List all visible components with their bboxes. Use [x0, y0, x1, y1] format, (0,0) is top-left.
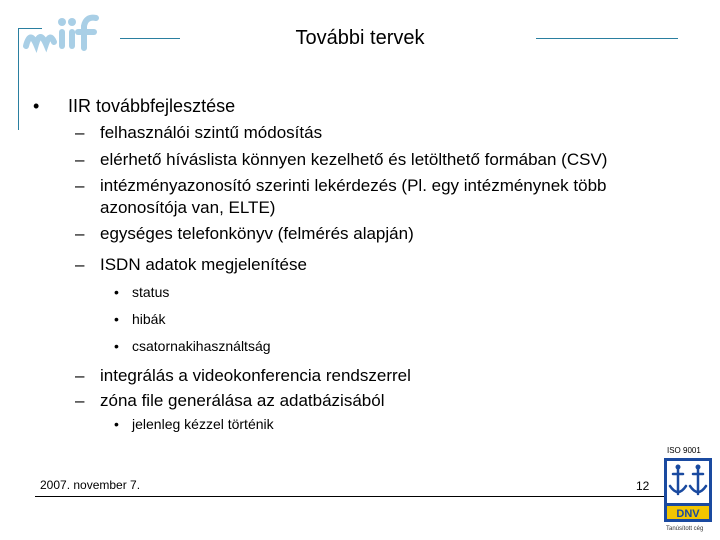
dash: – — [75, 123, 85, 142]
page-number: 12 — [636, 479, 650, 493]
list-item: felhasználói szintű módosítás — [100, 123, 323, 142]
dash: – — [75, 255, 85, 274]
dnv-certification-logo — [664, 458, 712, 522]
page-title: További tervek — [295, 27, 425, 49]
dnv-text: DNV — [676, 508, 700, 520]
sub-bullet: • — [114, 416, 119, 432]
sub-item: jelenleg kézzel történik — [132, 416, 274, 432]
sub-bullet: • — [114, 284, 119, 300]
list-item: zóna file generálása az adatbázisából — [100, 391, 385, 410]
sub-item: csatornakihasználtság — [132, 338, 271, 354]
footer-date: 2007. november 7. — [40, 478, 141, 492]
dash: – — [75, 391, 85, 410]
footer-rule — [35, 496, 665, 497]
list-item-continuation: azonosítója van, ELTE) — [100, 198, 276, 217]
certified-label: Tanúsított cég — [666, 526, 704, 532]
list-item: egységes telefonkönyv (felmérés alapján) — [100, 224, 414, 243]
sub-item: hibák — [132, 311, 166, 327]
dash: – — [75, 176, 85, 195]
list-item: ISDN adatok megjelenítése — [100, 255, 307, 274]
iso-label: ISO 9001 — [667, 446, 701, 455]
dash: – — [75, 366, 85, 385]
sub-item: status — [132, 284, 170, 300]
dash: – — [75, 150, 85, 169]
list-item: intézményazonosító szerinti lekérdezés (Pl. egy intézménynek több — [100, 176, 607, 195]
sub-bullet: • — [114, 338, 119, 354]
main-item: IIR továbbfejlesztése — [68, 96, 236, 116]
bullet-dot: • — [33, 96, 40, 116]
list-item: elérhető híváslista könnyen kezelhető és letölthető formában (CSV) — [100, 150, 608, 169]
dash: – — [75, 224, 85, 243]
list-item: integrálás a videokonferencia rendszerrel — [100, 366, 411, 385]
sub-bullet: • — [114, 311, 119, 327]
